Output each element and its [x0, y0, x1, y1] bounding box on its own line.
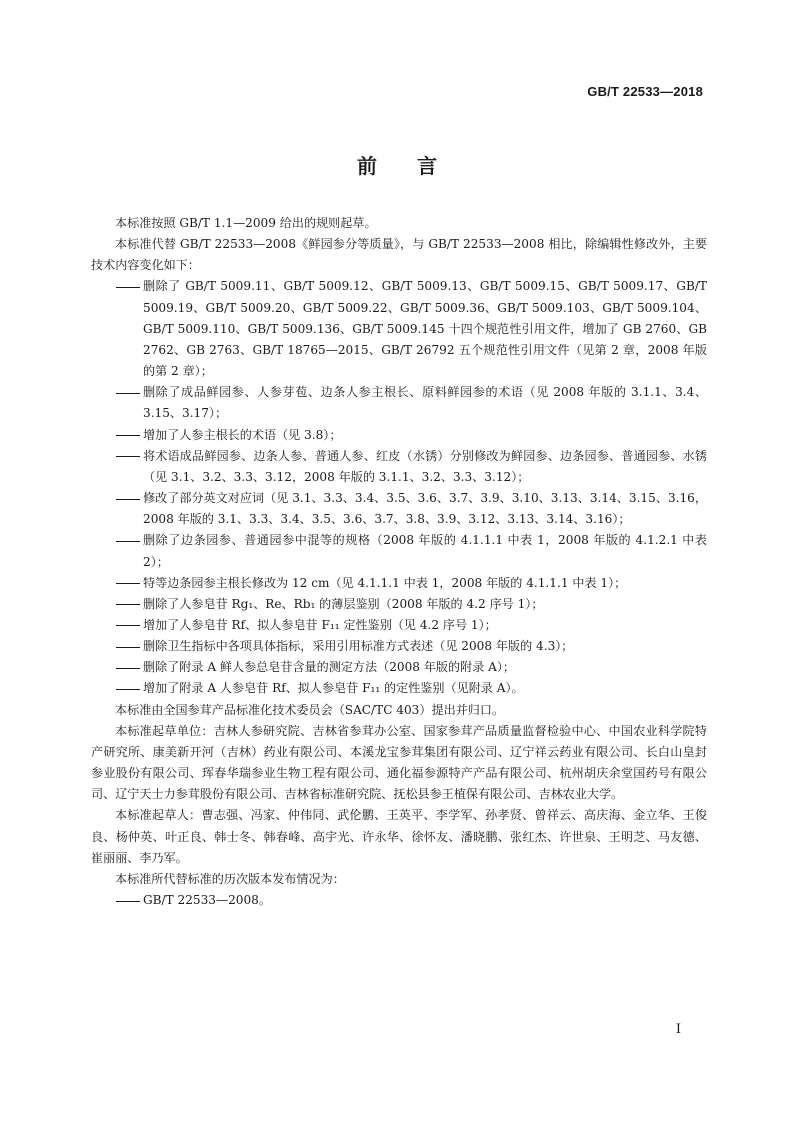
- paragraph: 本标准所代替标准的历次版本发布情况为：: [115, 871, 345, 886]
- list-item: [91, 488, 707, 530]
- list-item-text: 增加了人参皂苷 Rf、拟人参皂苷 F₁₁ 定性鉴别（见 4.2 序号 1）；: [143, 617, 497, 632]
- list-item-text: 增加了附录 A 人参皂苷 Rf、拟人参皂苷 F₁₁ 的定性鉴别（见附录 A）。: [143, 681, 524, 696]
- list-item-text: GB/T 22533—2008。: [143, 893, 271, 907]
- list-item: [91, 446, 707, 488]
- list-item-text: 删除了成品鲜园参、人参芽苞、边条人参主根长、原料鲜园参的术语（见 2008 年版的 3.1.1、3.4、3.15、3.17）；: [143, 385, 707, 421]
- list-item-text: 删除了边条园参、普通园参中混等的规格（2008 年版的 4.1.1.1 中表 1，2008 年版的 4.1.2.1 中表 2）；: [143, 533, 707, 569]
- standard-code: GB/T 22533—2018: [587, 84, 703, 99]
- list-item: [91, 615, 707, 636]
- list-item: [91, 573, 707, 594]
- paragraph: 本标准按照 GB/T 1.1—2009 给出的规则起草。: [115, 216, 377, 230]
- list-item: [91, 594, 707, 615]
- list-item-text: 修改了部分英文对应词（见 3.1、3.3、3.4、3.5、3.6、3.7、3.9、3.10、3.13、3.14、3.15、3.16，2008 年版的 3.1、3.3、3.4、3.5、3.6、3.7、3.8、3.9、3.12、3.13、3.14、3.16）；: [143, 491, 707, 527]
- list-item: [91, 382, 707, 424]
- list-item: [91, 678, 707, 699]
- page-title: 前言: [357, 154, 477, 178]
- paragraph: 本标准代替 GB/T 22533—2008《鲜园参分等质量》，与 GB/T 22533—2008 相比，除编辑性修改外，主要技术内容变化如下：: [91, 237, 707, 273]
- list-item-text: 删除了人参皂苷 Rg₁、Re、Rb₁ 的薄层鉴别（2008 年版的 4.2 序号 1）；: [143, 596, 544, 611]
- list-item-text: 删除了附录 A 鲜人参总皂苷含量的测定方法（2008 年版的附录 A）；: [143, 660, 516, 675]
- list-item-text: 删除了 GB/T 5009.11、GB/T 5009.12、GB/T 5009.13、GB/T 5009.15、GB/T 5009.17、GB/T 5009.19、GB/T 5009.20、GB/T 5009.22、GB/T 5009.36、GB/T 5009.103、GB/T 5009.104、GB/T 5009.110、GB/T 5009.136、GB/T 5009.145 十四个规范性引用文件，增加了 GB 2760、GB 2762、GB 2763、GB/T 18765—2015、GB/T 26792 五个规范性引用文件（见第 2 章，2008 年版的第 2 章）；: [143, 279, 707, 379]
- list-item: [91, 530, 707, 572]
- page-number: I: [675, 1022, 681, 1037]
- list-item: [91, 636, 707, 657]
- list-item: [91, 276, 707, 382]
- list-item: [91, 890, 707, 911]
- foreword-body: [91, 213, 707, 911]
- paragraph: 本标准起草人：曹志强、冯家、仲伟同、武伦鹏、王英平、李学军、孙孝贤、曾祥云、高庆海、金立华、王俊良、杨仲英、叶正良、韩士冬、韩春峰、高宇光、许永华、徐怀友、潘晓鹏、张红杰、许世泉、王明芝、马友德、崔丽丽、李乃军。: [91, 808, 707, 865]
- list-item-text: 增加了人参主根长的术语（见 3.8）；: [143, 427, 342, 442]
- paragraph: 本标准由全国参茸产品标准化技术委员会（SAC/TC 403）提出并归口。: [115, 702, 505, 717]
- list-item: [91, 657, 707, 678]
- list-item: [91, 425, 707, 446]
- list-item-text: 删除卫生指标中各项具体指标，采用引用标准方式表述（见 2008 年版的 4.3）；: [143, 639, 574, 654]
- paragraph: 本标准起草单位：吉林人参研究院、吉林省参茸办公室、国家参茸产品质量监督检验中心、中国农业科学院特产研究所、康美新开河（吉林）药业有限公司、本溪龙宝参茸集团有限公司、辽宁祥云药业有限公司、长白山皇封参业股份有限公司、珲春华瑞参业生物工程有限公司、通化福参源特产产品有限公司、杭州胡庆余堂国药号有限公司、辽宁天士力参茸股份有限公司、吉林省标准研究院、抚松县参王植保有限公司、吉林农业大学。: [91, 723, 707, 802]
- list-item-text: 将术语成品鲜园参、边条人参、普通人参、红皮（水锈）分别修改为鲜园参、边条园参、普通园参、水锈（见 3.1、3.2、3.3、3.12，2008 年版的 3.1.1、3.2、3.3、3.12）；: [143, 448, 707, 484]
- list-item-text: 特等边条园参主根长修改为 12 cm（见 4.1.1.1 中表 1，2008 年版的 4.1.1.1 中表 1）；: [143, 575, 627, 590]
